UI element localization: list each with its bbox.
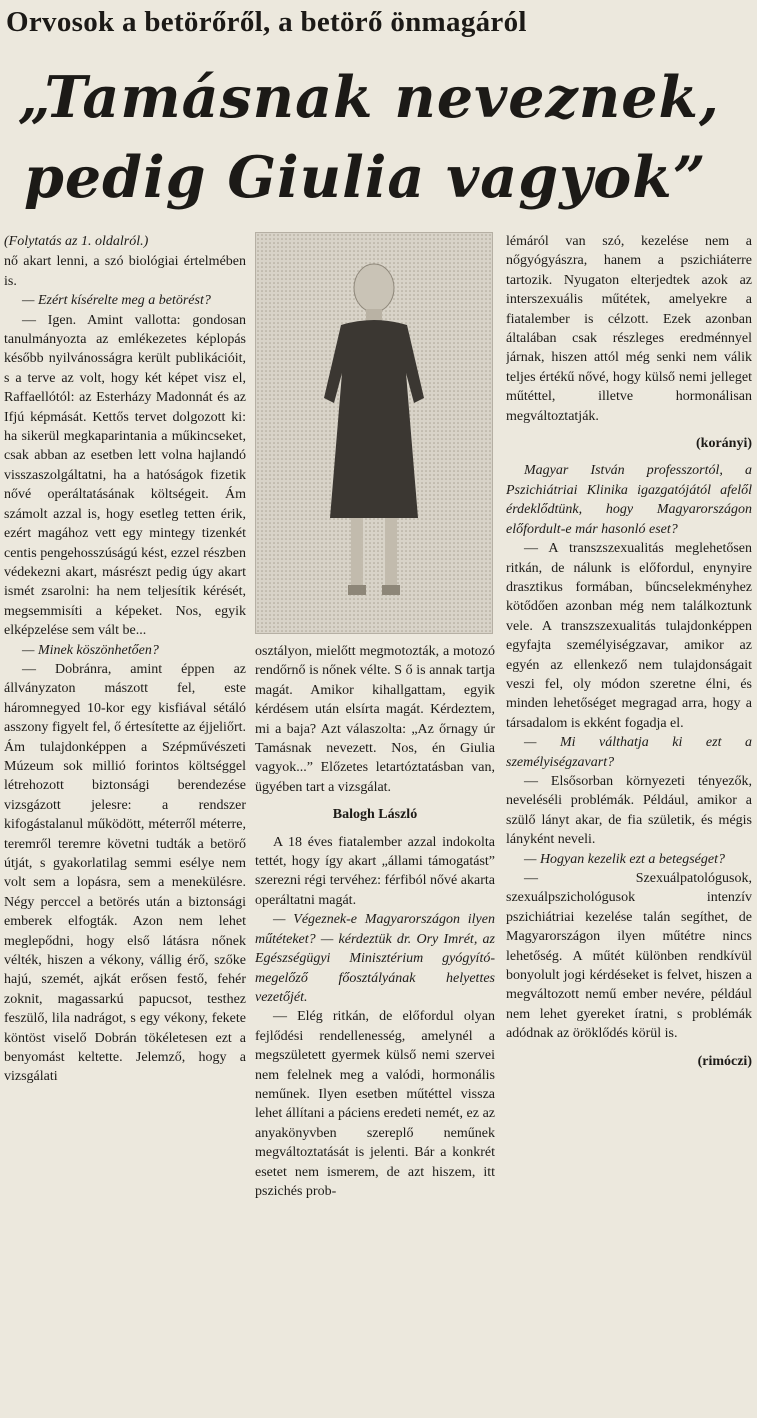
headline-line-2: pedig Giulia vagyok” — [24, 144, 707, 211]
byline: (korányi) — [696, 436, 752, 452]
headline-line-1: „Tamásnak neveznek, — [18, 64, 720, 131]
continuation-note: (Folytatás az 1. oldalról.) — [4, 234, 149, 249]
column-1 — [4, 232, 246, 1412]
interview-question: — Ezért kísérelte meg a betörést? — [22, 293, 211, 309]
interview-question: — Mi válthatja ki ezt a személyiségzavart? — [506, 735, 752, 770]
paragraph: osztályon, mielőtt megmotozták, a motozó rendőrnő is nőnek vélte. S ő is annak tartja magát. Amikor kihallgattam, egyik kérdésem után elsírta magát. Kérdeztem, mi a baja? Azt válaszolta: „Az őrnagy úr Tamásnak nevezett. Nos, én Giulia vagyok...” Előzetes letartóztatásban van, ügyében tart a vizsgálat. — [255, 644, 495, 795]
person-photo — [256, 233, 492, 633]
paragraph: A 18 éves fiatalember azzal indokolta tettét, hogy így akart „állami támogatást” szerezni régi tervéhez: férfiból nővé akarta operáltatni magát. — [255, 834, 495, 908]
article-photo — [255, 232, 493, 634]
byline: Balogh László — [332, 807, 418, 823]
paragraph: Magyar István professzortól, a Pszichiátriai Klinika igazgatójától afelől érdeklődtünk, hogy Magyarországon előfordult-e már hasonló eset? — [506, 463, 752, 537]
paragraph: — Szexuálpatológusok, szexuálpszichológusok intenzív pszichiátriai kezelése talán segíthet, de Magyarországon ilyen műtétre nincs lehetőség. A műtét különben rendkívül bonyolult jogi kérdéseket is felvet, hiszen a megváltozott nemű ember nevére, például nem lehet gyereket íratni, s problémák adódnak az öröklődés körül is. — [506, 871, 752, 1042]
paragraph: nő akart lenni, a szó biológiai értelmében is. — [4, 254, 246, 289]
paragraph: — Elsősorban környezeti tényezők, neveléséli problémák. Például, amikor a szülő lányt akar, de fia születik, és mégis lányként neveli. — [506, 773, 752, 848]
interview-question: — Minek köszönhetően? — [22, 642, 159, 658]
article-kicker: Orvosok a betörőről, a betörő önmagáról — [6, 6, 527, 38]
interview-question: — Végeznek-e Magyarországon ilyen műtéteket? — kérdeztük dr. Ory Imrét, az Egészségügyi Minisztérium gyógyító-megelőző főosztályának helyettes vezetőjét. — [255, 912, 495, 1005]
article-headline — [18, 58, 748, 218]
paragraph: — A transzszexualitás meglehetősen ritkán, de nálunk is előfordul, enynyire drasztikus formában, bűncselekményhez kötődően azonban még nem találkoztunk vele. A transzszexualitás tulajdonképpen egyfajta személyiségzavar, amikor az egyén az ellenkező nem tulajdonságait veszi fel, oly módon szeretne élni, és minden lehetőséget megragad arra, hogy a társadalom is ekként fogadja el. — [506, 541, 752, 731]
paragraph: lémáról van szó, kezelése nem a nőgyógyászra, hanem a pszichiáterre tartozik. Nyugaton elterjedtek azok az interszexuális műtétek, amelyekre a fiatalember is célzott. Ezek azonban általában csak részleges eredménnyel járnak, hiszen attól még senki nem válik teljes értékű nővé, hogy külső nemi jelleget műtéttel, illetve hormonálisan megváltoztatják. — [506, 234, 752, 424]
byline: (rimóczi) — [697, 1053, 752, 1069]
column-2 — [255, 232, 495, 1412]
paragraph: — Dobránra, amint éppen az állványzaton mászott fel, este háromnegyed 10-kor egy kisfiával sétáló asszony figyelt fel, ő értesítette az éjjeliőrt. Ám tulajdonképpen a Szépművészeti Múzeum sok millió forintos költséggel létrehozott biztonsági berendezése vizsgázott jelesre: a rendszer kifogástalanul működött, méterről méterre, teremről teremre követni tudták a betörő útját, s gyakorlatilag semmi esélye nem volt sem a lopásra, sem a menekülésre. Négy perccel a betörés után a biztonsági emberek elfogták. Azon nem lehet meglepődni, hogy első látásra nőnek vélték, hiszen a vékony, vállig érő, szőke hajú, szemét, ajkát erősen festő, fehér zoknit, magassarkú papucsot, testhez feszülő, lila nadrágot, s egy vékony, fekete köntöst viselő Dobrán tökéletesen ezt a benyomást keltette. Jelemző, hogy a vizsgálati — [4, 661, 246, 1085]
interview-question: — Hogyan kezelik ezt a betegséget? — [524, 851, 725, 867]
column-3 — [506, 232, 752, 1412]
paragraph: — Igen. Amint vallotta: gondosan tanulmányozta az emlékezetes képlopás később nyilvánosságra került publikációit, s a terve az volt, hogy két képet visz el, Raffaellótól: az Esterházy Madonnát és az Ifjú képmását. Kettős tervet dolgozott ki: ha sikerül megkaparintania a műkincseket, csak abban az esetben lett volna hajlandó visszaszolgáltatni, ha a hatóságok fizetik nővé operáltatásának költségeit. Ám számolt azzal is, hogy esetleg tetten érik, ezért magához vett egy mintegy tizenkét centis pengehosszúságú kést, ezzel részben védekezni akart, másrészt pedig úgy akart ismét zsarolni: ha nem teljesítik kérését, megsemmisíti a képeket. Nos, egyik elképzelése sem vált be... — [4, 312, 246, 639]
paragraph: — Elég ritkán, de előfordul olyan fejlődési rendellenesség, amelynél a megszületett gyermek külső nemi szervei nem felelnek meg a valódi, hormonális neműnek. Ilyen esetben műtéttel vissza lehet állítani a páciens eredeti nemét, ez az anyakönyvben szereplő neműnek megváltoztatását is jelenti. Bár a konkrét esetet nem ismerem, de azt hiszem, itt pszichés prob- — [255, 1009, 495, 1199]
